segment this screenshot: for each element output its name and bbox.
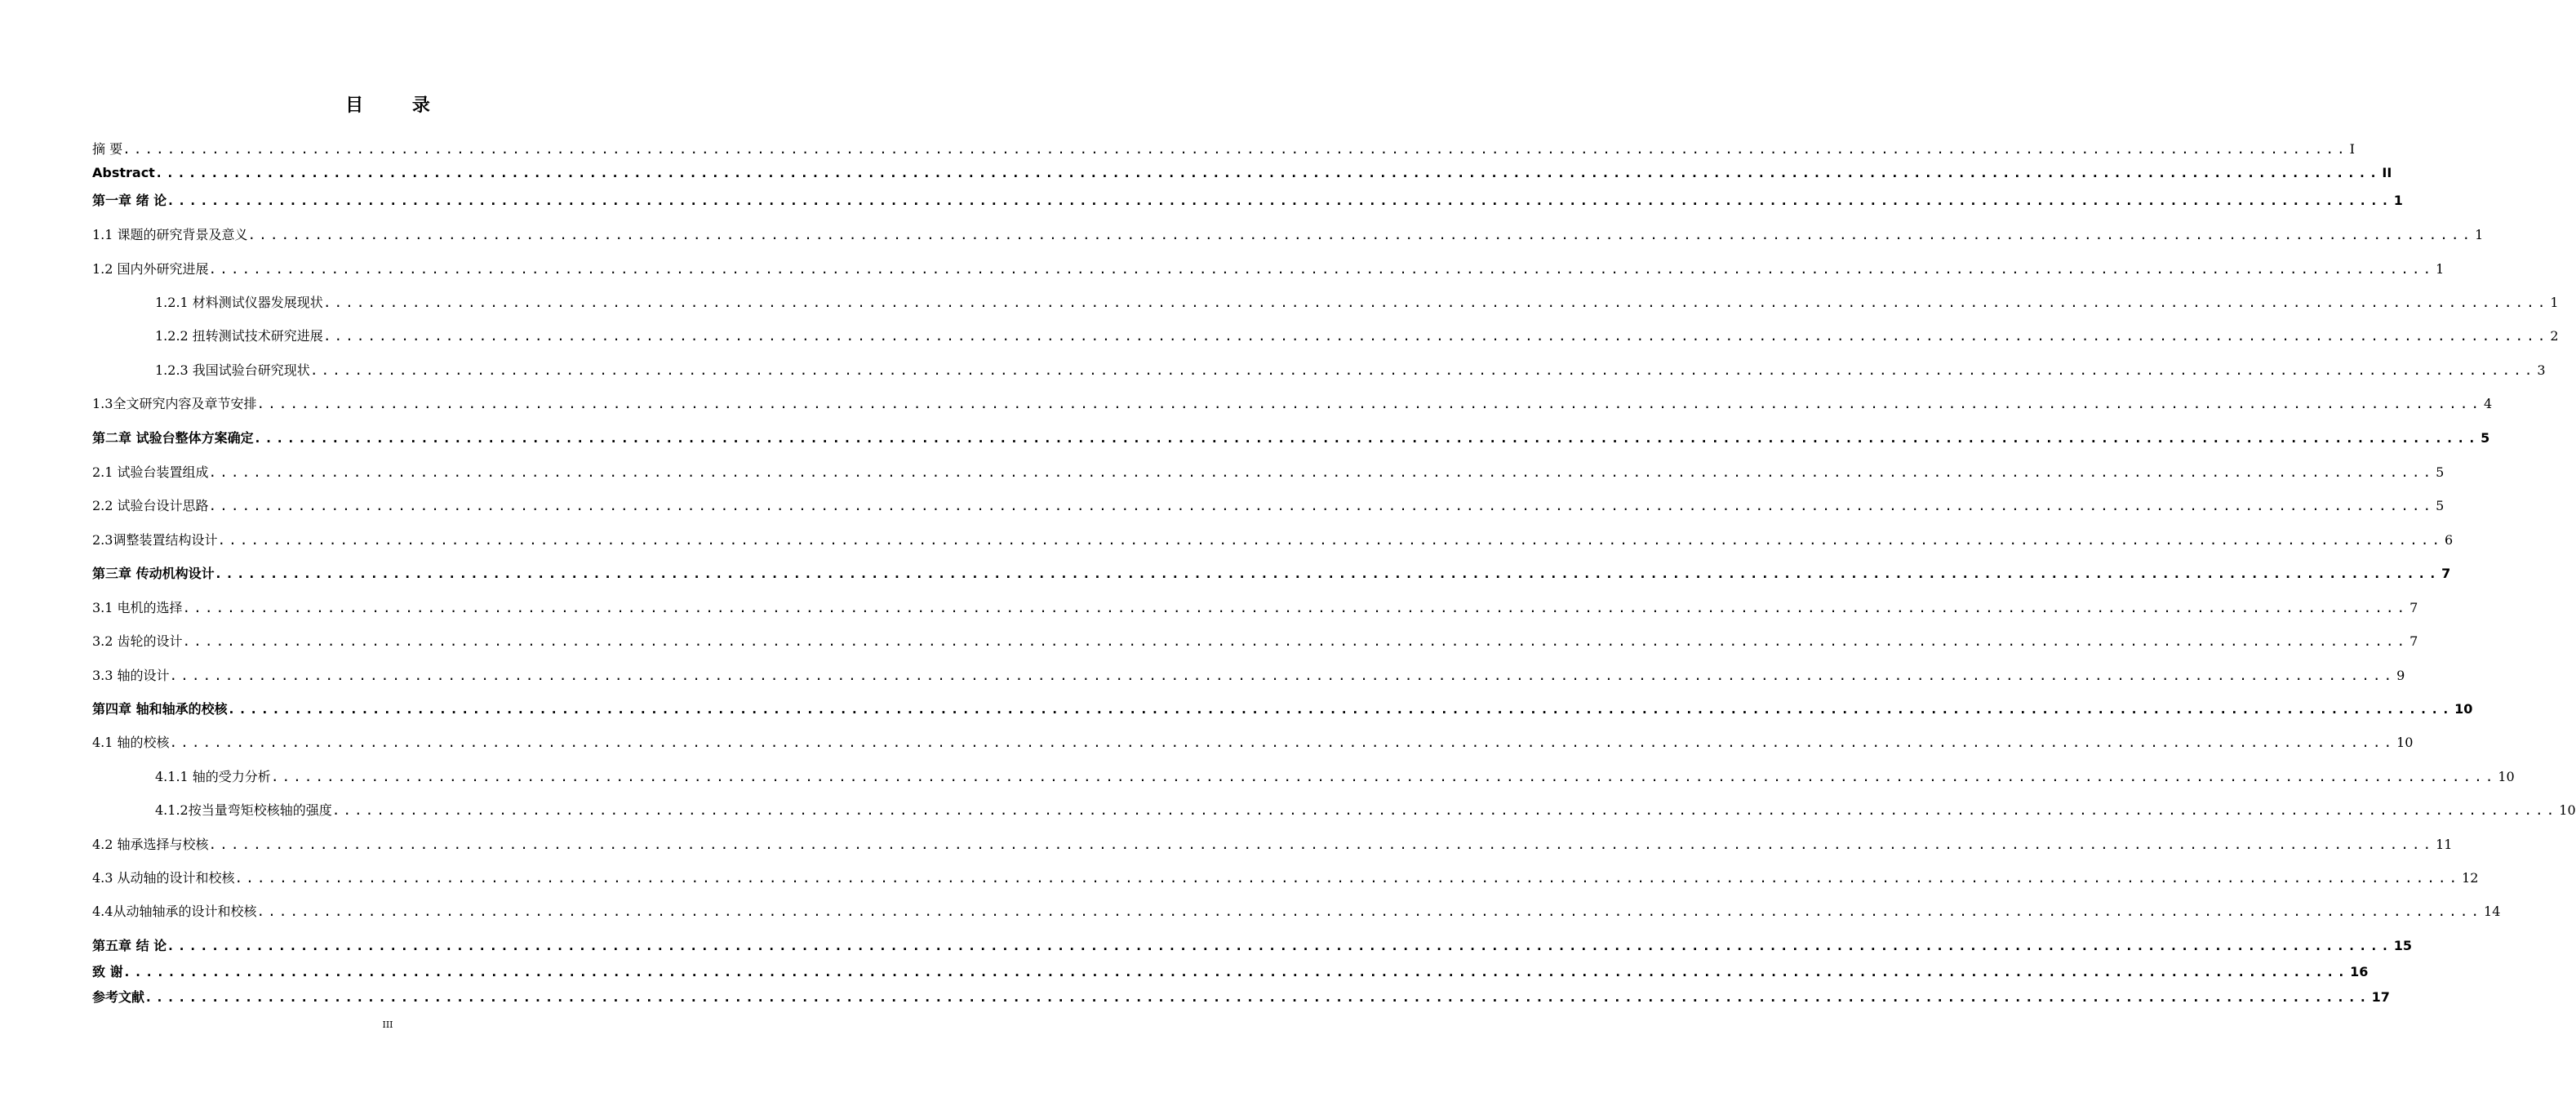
toc-dot-leader: ........................................................................................................................................................................................................: [182, 600, 2409, 615]
toc-entry[interactable]: [92, 766, 2515, 786]
toc-entry-title: 1.2.2 扭转测试技术研究进展: [155, 328, 323, 344]
toc-entry[interactable]: [92, 699, 2473, 718]
toc-entry-page: 5: [2436, 464, 2445, 480]
toc-entry-page: II: [2382, 165, 2392, 180]
toc-entry-page: 9: [2396, 668, 2405, 683]
toc-entry-page: 6: [2445, 532, 2454, 548]
toc-entry[interactable]: [92, 868, 2479, 887]
toc-dot-leader: ........................................................................................................................................................................................................: [253, 430, 2480, 446]
toc-dot-leader: ........................................................................................................................................................................................................: [144, 989, 2370, 1005]
toc-entry-page: I: [2349, 141, 2355, 157]
toc-dot-leader: ........................................................................................................................................................................................................: [167, 938, 2392, 953]
toc-entry-title: 第五章 结 论: [92, 938, 167, 953]
toc-entry[interactable]: [92, 360, 2546, 380]
toc-entry-title: 第四章 轴和轴承的校核: [92, 701, 228, 717]
toc-entry-page: 1: [2475, 227, 2484, 242]
toc-entry[interactable]: [92, 530, 2454, 549]
toc-entry-title: 4.1.2按当量弯矩校核轴的强度: [155, 802, 332, 818]
toc-entry[interactable]: [92, 139, 2355, 158]
toc-entry-title: 4.2 轴承选择与校核: [92, 837, 209, 852]
toc-dot-leader: ........................................................................................................................................................................................................: [256, 904, 2483, 919]
toc-dot-leader: ........................................................................................................................................................................................................: [322, 328, 2549, 344]
toc-entry[interactable]: [92, 901, 2501, 921]
toc-entry-title: 第二章 试验台整体方案确定: [92, 430, 254, 446]
toc-dot-leader: ........................................................................................................................................................................................................: [217, 532, 2444, 548]
toc-dot-leader: ........................................................................................................................................................................................................: [169, 735, 2396, 750]
toc-entry-title: 致 谢: [92, 964, 123, 979]
toc-entry-page: 1: [2393, 193, 2403, 208]
toc-dot-leader: ........................................................................................................................................................................................................: [256, 396, 2483, 411]
toc-entry-title: 4.1.1 轴的受力分析: [155, 769, 271, 784]
toc-entry[interactable]: [92, 292, 2559, 312]
toc-entry-title: 摘 要: [92, 141, 123, 157]
toc-entry[interactable]: [92, 800, 2576, 819]
toc-entry-page: 11: [2436, 837, 2453, 852]
toc-dot-leader: ........................................................................................................................................................................................................: [234, 870, 2461, 886]
toc-entry-page: 10: [2559, 802, 2576, 818]
toc-entry-title: Abstract: [92, 165, 155, 180]
toc-entry-title: 1.2.3 我国试验台研究现状: [155, 362, 310, 378]
toc-dot-leader: ........................................................................................................................................................................................................: [122, 141, 2348, 157]
toc-entry[interactable]: [92, 563, 2451, 583]
toc-entry-title: 2.3调整装置结构设计: [92, 532, 218, 548]
toc-entry[interactable]: [92, 935, 2412, 955]
toc-dot-leader: ........................................................................................................................................................................................................: [214, 566, 2441, 581]
toc-dot-leader: ........................................................................................................................................................................................................: [182, 633, 2409, 649]
toc-dot-leader: ........................................................................................................................................................................................................: [331, 802, 2558, 818]
toc-dot-leader: ........................................................................................................................................................................................................: [270, 769, 2497, 784]
toc-entry[interactable]: [92, 495, 2445, 515]
toc-entry-page: 4: [2484, 396, 2493, 411]
toc-entry-page: 7: [2441, 566, 2451, 581]
toc-dot-leader: ........................................................................................................................................................................................................: [167, 193, 2392, 208]
toc-entry-title: 3.3 轴的设计: [92, 668, 170, 683]
toc-dot-leader: ........................................................................................................................................................................................................: [227, 701, 2454, 717]
toc-entry[interactable]: [92, 962, 2369, 981]
toc-entry-page: 5: [2481, 430, 2490, 446]
toc-entry[interactable]: [92, 462, 2445, 482]
toc-entry[interactable]: [92, 393, 2493, 413]
toc-entry-page: 7: [2409, 600, 2418, 615]
toc-entry-page: 10: [2454, 701, 2473, 717]
toc-entry[interactable]: [92, 597, 2418, 617]
page-number-footer: III: [382, 1019, 393, 1030]
toc-entry[interactable]: [92, 259, 2445, 278]
toc-entry-title: 1.3全文研究内容及章节安排: [92, 396, 257, 411]
toc-entry-title: 4.4从动轴轴承的设计和校核: [92, 904, 257, 919]
toc-entry-title: 3.1 电机的选择: [92, 600, 183, 615]
toc-entry[interactable]: [92, 631, 2418, 651]
toc-entry-page: 10: [2498, 769, 2515, 784]
toc-entry[interactable]: [92, 190, 2403, 210]
toc-entry-title: 1.2 国内外研究进展: [92, 261, 209, 277]
toc-entry[interactable]: [92, 987, 2390, 1006]
toc-entry-title: 第一章 绪 论: [92, 193, 167, 208]
toc-dot-leader: ........................................................................................................................................................................................................: [208, 464, 2435, 480]
toc-entry-title: 1.1 课题的研究背景及意义: [92, 227, 248, 242]
toc-entry-title: 2.2 试验台设计思路: [92, 498, 209, 513]
toc-dot-leader: ........................................................................................................................................................................................................: [208, 261, 2435, 277]
toc-entry-title: 3.2 齿轮的设计: [92, 633, 183, 649]
toc-entry-title: 第三章 传动机构设计: [92, 566, 215, 581]
toc-entry-page: 12: [2462, 870, 2479, 886]
toc-dot-leader: ........................................................................................................................................................................................................: [322, 295, 2549, 310]
toc-dot-leader: ........................................................................................................................................................................................................: [247, 227, 2474, 242]
toc-entry-page: 10: [2396, 735, 2414, 750]
toc-entry[interactable]: [92, 732, 2414, 752]
toc-dot-leader: ........................................................................................................................................................................................................: [208, 837, 2435, 852]
toc-entry[interactable]: [92, 665, 2405, 685]
toc-dot-leader: ........................................................................................................................................................................................................: [154, 165, 2381, 180]
toc-entry-page: 16: [2350, 964, 2369, 979]
toc-entry-page: 7: [2409, 633, 2418, 649]
toc-entry-page: 14: [2484, 904, 2501, 919]
toc-entry-title: 4.1 轴的校核: [92, 735, 170, 750]
toc-entry-title: 参考文献: [92, 989, 145, 1005]
page-title: 目 录: [345, 95, 451, 116]
toc-entry[interactable]: [92, 165, 2392, 184]
toc-entry-page: 17: [2371, 989, 2390, 1005]
toc-entry-page: 15: [2393, 938, 2412, 953]
toc-entry-title: 4.3 从动轴的设计和校核: [92, 870, 235, 886]
toc-entry-page: 1: [2550, 295, 2559, 310]
toc-dot-leader: ........................................................................................................................................................................................................: [122, 964, 2349, 979]
toc-entry[interactable]: [92, 834, 2453, 854]
toc-entry[interactable]: [92, 224, 2484, 244]
toc-entry-page: 3: [2537, 362, 2546, 378]
toc-dot-leader: ........................................................................................................................................................................................................: [309, 362, 2536, 378]
toc-entry-page: 2: [2550, 328, 2559, 344]
toc-entry-title: 1.2.1 材料测试仪器发展现状: [155, 295, 323, 310]
toc-entry[interactable]: [92, 428, 2490, 447]
toc-entry-page: 1: [2436, 261, 2445, 277]
toc-entry-title: 2.1 试验台装置组成: [92, 464, 209, 480]
toc-entry-page: 5: [2436, 498, 2445, 513]
toc-dot-leader: ........................................................................................................................................................................................................: [169, 668, 2396, 683]
toc-dot-leader: ........................................................................................................................................................................................................: [208, 498, 2435, 513]
toc-entry[interactable]: [92, 326, 2559, 345]
